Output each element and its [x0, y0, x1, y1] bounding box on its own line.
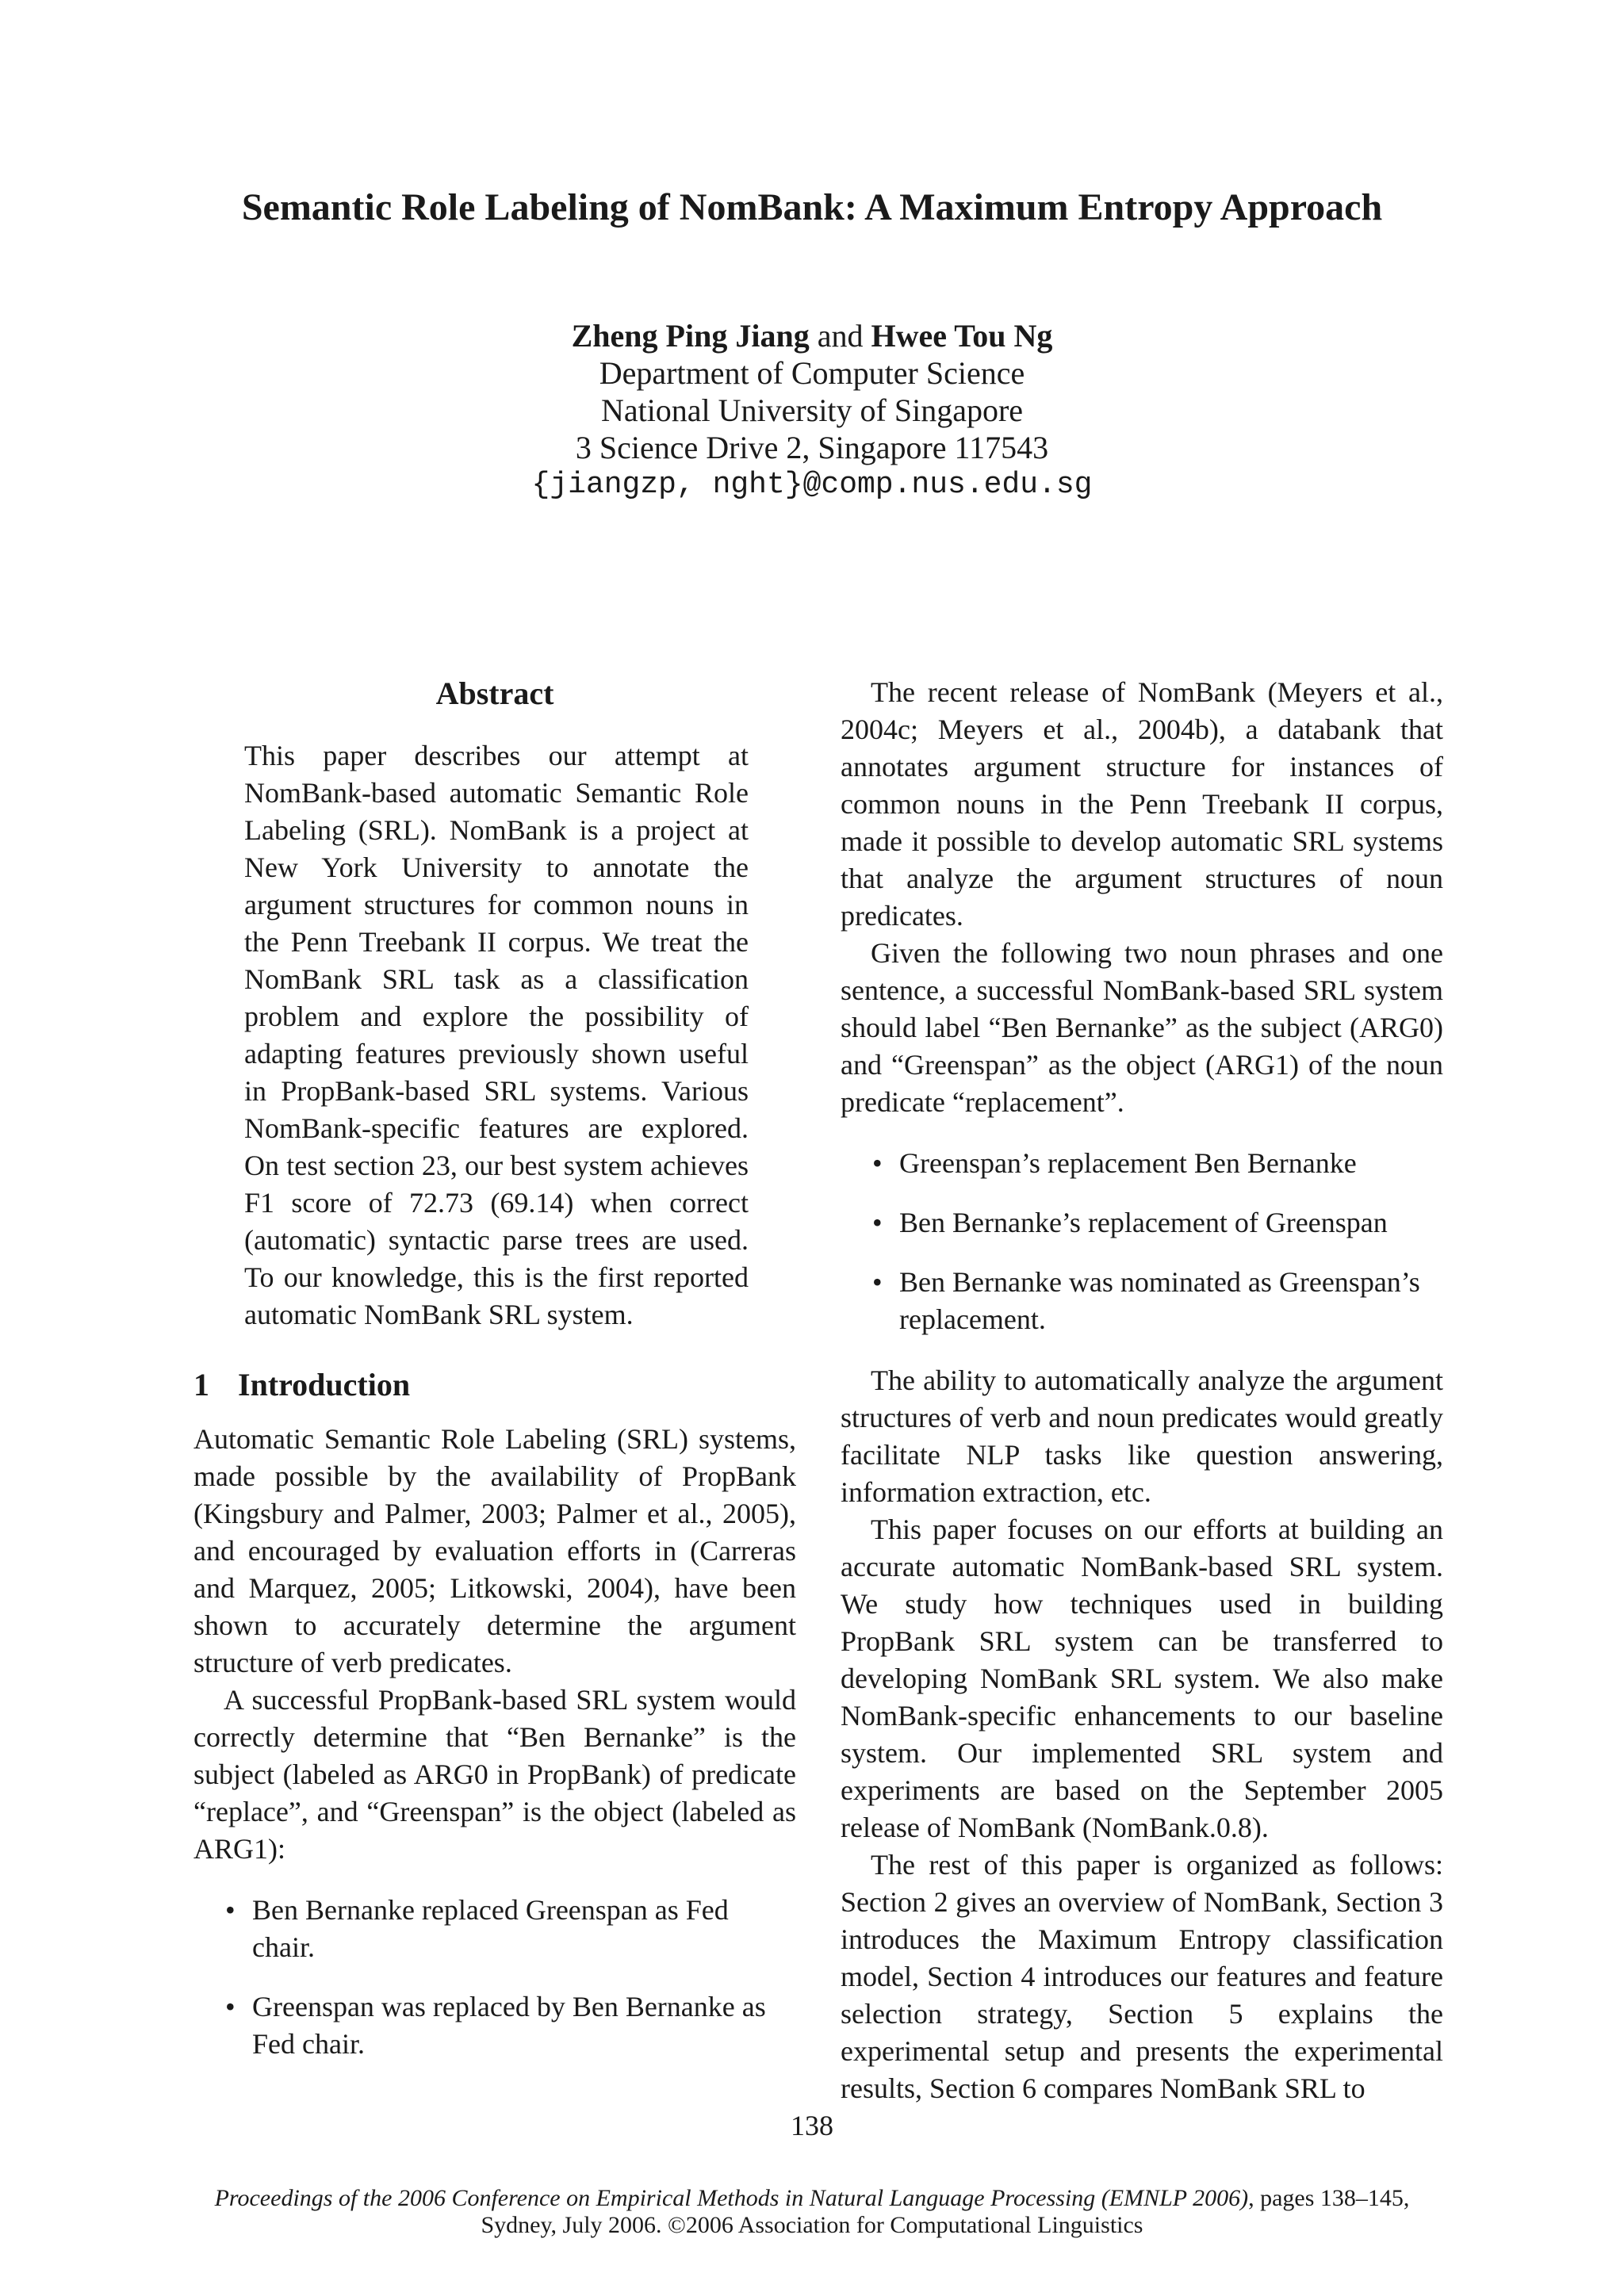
intro-paragraph-1: Automatic Semantic Role Labeling (SRL) systems, made possible by the availability of PropBank (Kingsbury and Palmer, 2003; Palmer et al., 2005), and encouraged by evaluation efforts in (Carreras and Marquez, 2005; Litkowski, 2004), have been shown to accurately determine the argument structure of verb predicates.	[193, 1423, 796, 1678]
bullet-icon: •	[225, 1894, 236, 1926]
bullet-icon: •	[225, 1991, 236, 2022]
list-item: • Greenspan was replaced by Ben Bernanke as Fed chair.	[193, 1988, 796, 2063]
list-item: • Ben Bernanke’s replacement of Greenspan	[841, 1204, 1443, 1242]
list-item: • Ben Bernanke was nominated as Greenspan’s replacement.	[841, 1264, 1443, 1338]
footer-venue: Proceedings of the 2006 Conference on Empirical Methods in Natural Language Processing (EMNLP 2006)	[214, 2185, 1249, 2211]
section-number: 1	[193, 1367, 209, 1402]
footer-pages: , pages 138–145,	[1248, 2185, 1410, 2211]
author-2: Hwee Tou Ng	[871, 318, 1053, 354]
author-names	[0, 317, 1624, 354]
author-1: Zheng Ping Jiang	[571, 318, 810, 354]
bullet-icon: •	[872, 1147, 883, 1179]
footer-line-2: Sydney, July 2006. ©2006 Association for Computational Linguistics	[481, 2212, 1143, 2238]
intro-paragraph-7: The rest of this paper is organized as follows: Section 2 gives an overview of NomBank, Section 3 introduces the Maximum Entropy classification model, Section 4 introduces our features and feature selection strategy, Section 5 explains the experimental setup and presents the experimental results, Section 6 compares NomBank SRL to	[841, 1849, 1443, 2104]
footer-citation	[0, 2185, 1624, 2239]
list-item: • Ben Bernanke replaced Greenspan as Fed chair.	[193, 1892, 796, 1966]
author-department: Department of Computer Science	[599, 355, 1025, 391]
footer-line-1	[0, 2185, 1624, 2212]
intro-paragraph-6: This paper focuses on our efforts at building an accurate automatic NomBank-based SRL system. We study how techniques used in building PropBank SRL system can be transferred to developing NomBank SRL system. We also make NomBank-specific enhancements to our baseline system. Our implemented SRL system and experiments are based on the September 2005 release of NomBank (NomBank.0.8).	[841, 1513, 1443, 1843]
bullet-icon: •	[872, 1266, 883, 1298]
example-list-noun	[841, 1145, 1443, 1338]
intro-paragraph-5: The ability to automatically analyze the argument structures of verb and noun predicates would greatly facilitate NLP tasks like question answering, information extraction, etc.	[841, 1364, 1443, 1508]
section-title: Introduction	[238, 1367, 411, 1402]
list-item: • Greenspan’s replacement Ben Bernanke	[841, 1145, 1443, 1182]
page-number: 138	[791, 2110, 833, 2141]
bullet-icon: •	[872, 1207, 883, 1238]
author-email: {jiangzp, nght}@comp.nus.edu.sg	[531, 468, 1093, 502]
section-heading-introduction	[193, 1365, 796, 1405]
intro-paragraph-2: A successful PropBank-based SRL system would correctly determine that “Ben Bernanke” is the subject (labeled as ARG0 in PropBank) of predicate “replace”, and “Greenspan” is the object (labeled as ARG1):	[193, 1684, 796, 1865]
example-list-verb	[193, 1892, 796, 2063]
author-address: 3 Science Drive 2, Singapore 117543	[575, 430, 1049, 465]
right-column	[841, 674, 1443, 2107]
author-university: National University of Singapore	[600, 392, 1024, 428]
author-block	[0, 317, 1624, 503]
intro-paragraph-3: The recent release of NomBank (Meyers et al., 2004c; Meyers et al., 2004b), a databank that annotates argument structure for instances of common nouns in the Penn Treebank II corpus, made it possible to develop automatic SRL systems that analyze the argument structures of noun predicates.	[841, 676, 1443, 932]
paper-title: Semantic Role Labeling of NomBank: A Maximum Entropy Approach	[241, 186, 1383, 228]
abstract-heading: Abstract	[435, 675, 554, 711]
author-conjunction: and	[817, 318, 864, 354]
abstract-text: This paper describes our attempt at NomBank-based automatic Semantic Role Labeling (SRL). NomBank is a project at New York University to annotate the argument structures for common nouns in the Penn Treebank II corpus. We treat the NomBank SRL task as a classification problem and explore the possibility of adapting features previously shown useful in PropBank-based SRL systems. Various NomBank-specific features are explored. On test section 23, our best system achieves F1 score of 72.73 (69.14) when correct (automatic) syntactic parse trees are used. To our knowledge, this is the first reported automatic NomBank SRL system.	[244, 740, 749, 1330]
intro-paragraph-4: Given the following two noun phrases and one sentence, a successful NomBank-based SRL system should label “Ben Bernanke” as the subject (ARG0) and “Greenspan” as the object (ARG1) of the noun predicate “replacement”.	[841, 937, 1443, 1118]
left-column	[193, 674, 796, 2087]
